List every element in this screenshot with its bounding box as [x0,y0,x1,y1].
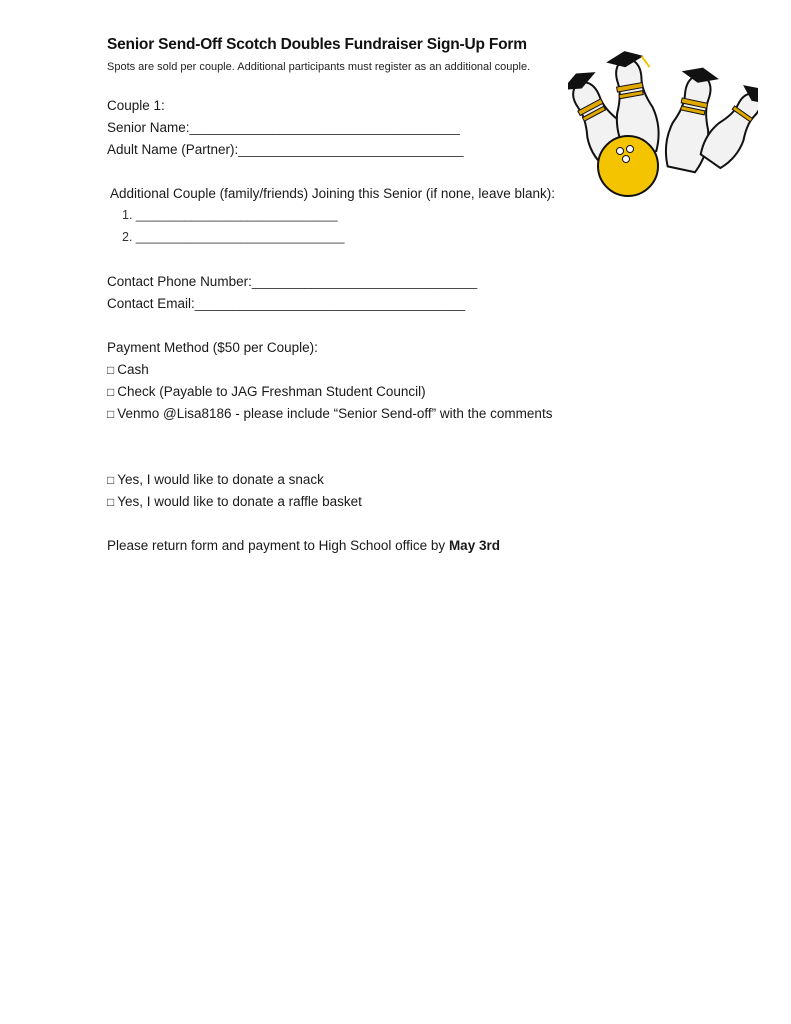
payment-label: Payment Method ($50 per Couple): [107,340,318,355]
form-subtitle: Spots are sold per couple. Additional participants must register as an additional couple. [107,61,531,73]
option-label: Check (Payable to JAG Freshman Student Council) [117,384,426,399]
senior-name-field[interactable] [107,120,460,135]
return-date: May 3rd [448,538,500,553]
item-blank[interactable]: _____________________________ [135,208,338,222]
donate-option-raffle[interactable] [107,494,362,509]
checkbox-icon[interactable]: □ [107,385,115,399]
senior-name-blank[interactable]: ____________________________________ [189,120,460,135]
adult-name-label: Adult Name (Partner): [107,142,239,157]
email-blank[interactable]: ____________________________________ [194,296,466,311]
return-text: Please return form and payment to High School office by [107,538,449,553]
phone-field[interactable] [107,274,477,289]
bowling-pins-graduation-icon [568,48,758,203]
phone-label: Contact Phone Number: [107,274,252,289]
phone-blank[interactable]: ______________________________ [251,274,478,289]
email-label: Contact Email: [107,296,195,311]
payment-option-cash[interactable] [107,362,149,377]
option-label: Cash [117,362,149,377]
payment-option-venmo[interactable] [107,406,552,421]
checkbox-icon[interactable]: □ [107,495,115,509]
donate-option-snack[interactable] [107,472,324,487]
email-field[interactable] [107,296,465,311]
additional-couple-item[interactable] [122,208,338,222]
additional-couple-item[interactable] [122,230,344,244]
item-number: 1. [122,208,133,222]
form-title: Senior Send-Off Scotch Doubles Fundraiser Sign-Up Form [107,36,527,53]
adult-name-blank[interactable]: ______________________________ [238,142,464,157]
option-label: Yes, I would like to donate a raffle basket [117,494,362,509]
option-label: Venmo @Lisa8186 - please include “Senior Send-off” with the comments [117,406,553,421]
option-label: Yes, I would like to donate a snack [117,472,324,487]
senior-name-label: Senior Name: [107,120,190,135]
checkbox-icon[interactable]: □ [107,363,115,377]
couple-label: Couple 1: [107,98,165,113]
adult-name-field[interactable] [107,142,464,157]
checkbox-icon[interactable]: □ [107,407,115,421]
payment-option-check[interactable] [107,384,426,399]
return-instructions [107,538,500,553]
item-blank[interactable]: ______________________________ [135,230,345,244]
item-number: 2. [122,230,133,244]
checkbox-icon[interactable]: □ [107,473,115,487]
additional-couple-label: Additional Couple (family/friends) Joining this Senior (if none, leave blank): [110,186,555,201]
